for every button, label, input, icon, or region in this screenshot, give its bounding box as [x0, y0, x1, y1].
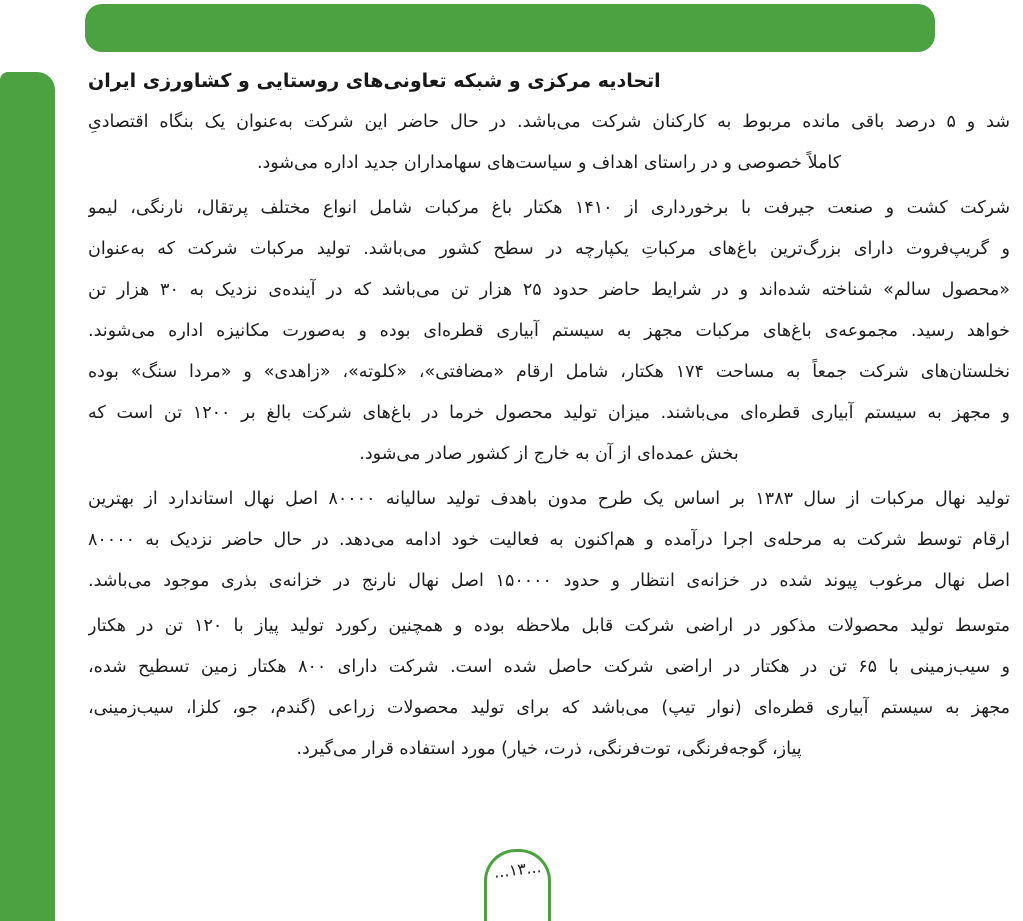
sidebar-accent-bar	[0, 72, 55, 921]
text-line: تولید نهال مرکبات از سال ۱۳۸۳ بر اساس یک طرح مدون باهدف تولید سالیانه ۸۰۰۰۰ اصل نهال استاندارد از بهترین	[88, 489, 1010, 509]
text-line: و مجهز به سیستم آبیاری قطره‌ای می‌باشند. میزان تولید محصول خرما در باغ‌های شرکت بالغ بر ۱۲۰۰ تن است که	[88, 403, 1010, 423]
text-line: «محصول سالم» شناخته شده‌اند و در شرایط حاضر حدود ۲۵ هزار تن می‌باشد که در آینده‌ی نزدیک به ۳۰ هزار تن	[88, 280, 1010, 300]
body-text	[88, 102, 1010, 774]
page-number-pill	[484, 849, 551, 921]
paragraph	[88, 479, 1010, 602]
text-line: نخلستان‌های شرکت جمعاً به مساحت ۱۷۴ هکتار، شامل ارقام «مضافتی»، «کلوته»، «زاهدی» و «مردا سنگ» بوده	[88, 362, 1010, 382]
page-number: ...۱۳...	[492, 857, 543, 882]
paragraph	[88, 606, 1010, 770]
text-line: مجهز به سیستم آبیاری قطره‌ای (نوار تیپ) می‌باشد که برای تولید محصولات زراعی (گندم، جو، کلزا، سیب‌زمینی،	[88, 698, 1010, 718]
text-line: و گریپ‌فروت دارای بزرگ‌ترین باغ‌های مرکباتِ یکپارچه در سطح کشور می‌باشد. تولید مرکبات شرکت که به‌عنوان	[88, 239, 1010, 259]
text-line: اصل نهال مرغوب پیوند شده در خزانه‌ی انتظار و حدود ۱۵۰۰۰۰ اصل نهال نارنج در خزانه‌ی بذری موجود می‌باشد.	[88, 571, 1010, 591]
text-line: خواهد رسید. مجموعه‌ی باغ‌های مرکبات مجهز به سیستم آبیاری قطره‌ای بوده و به‌صورت مکانیزه اداره می‌شوند.	[88, 321, 1010, 341]
paragraph	[88, 188, 1010, 475]
running-title: اتحادیه مرکزی و شبکه تعاونی‌های روستایی و کشاورزی ایران	[88, 70, 661, 92]
text-line: و سیب‌زمینی با ۶۵ تن در هکتار در اراضی شرکت حاصل شده است. شرکت دارای ۸۰۰ هکتار زمین تسطیح شده،	[88, 657, 1010, 677]
text-line: شرکت کشت و صنعت جیرفت با برخورداری از ۱۴۱۰ هکتار باغ مرکبات شامل انواع مختلف پرتقال، نارنگی، لیمو	[88, 198, 1010, 218]
text-line: پیاز، گوجه‌فرنگی، توت‌فرنگی، ذرت، خیار) مورد استفاده قرار می‌گیرد.	[296, 739, 802, 759]
text-line: بخش عمده‌ای از آن به خارج از کشور صادر می‌شود.	[359, 444, 739, 464]
text-line: شد و ۵ درصد باقی مانده مربوط به کارکنان شرکت می‌باشد. در حال حاضر این شرکت به‌عنوان یک بنگاه اقتصادیِ	[88, 112, 1010, 132]
text-line: متوسط تولید محصولات مذکور در اراضی شرکت قابل ملاحظه بوده و همچنین رکورد تولید پیاز با ۱۲۰ تن در هکتار	[88, 616, 1010, 636]
text-line: کاملاً خصوصی و در راستای اهداف و سیاست‌های سهامداران جدید اداره می‌شود.	[256, 153, 842, 173]
header-accent-bar	[85, 4, 935, 52]
paragraph	[88, 102, 1010, 184]
text-line: ارقام توسط شرکت به مرحله‌ی اجرا درآمده و هم‌اکنون به فعالیت خود ادامه می‌دهد. در حال حاضر نزدیک به ۸۰۰۰۰	[88, 530, 1010, 550]
